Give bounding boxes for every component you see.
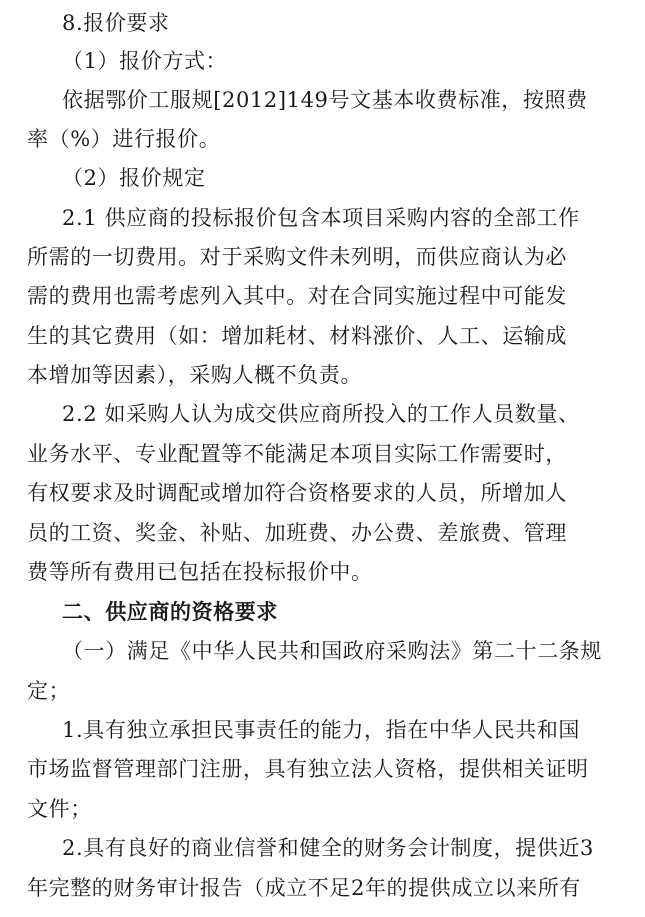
paragraph-line: 2.1 供应商的投标报价包含本项目采购内容的全部工作 bbox=[62, 206, 580, 230]
paragraph-line: 生的其它费用（如：增加耗材、材料涨价、人工、运输成 bbox=[27, 324, 567, 348]
paragraph-line: 需的费用也需考虑列入其中。对在合同实施过程中可能发 bbox=[27, 284, 567, 308]
subheading-quote-rules: （2）报价规定 bbox=[62, 166, 206, 190]
paragraph-line: 2.2 如采购人认为成交供应商所投入的工作人员数量、 bbox=[62, 402, 580, 426]
section-heading-supplier-qualifications: 二、供应商的资格要求 bbox=[62, 599, 278, 624]
paragraph-line: 年完整的财务审计报告（成立不足2年的提供成立以来所有 bbox=[27, 876, 581, 900]
paragraph-line: 定； bbox=[27, 679, 71, 703]
paragraph-line: 市场监督管理部门注册，具有独立法人资格，提供相关证明 bbox=[27, 757, 589, 781]
paragraph-line: 依据鄂价工服规[2012]149号文基本收费标准，按照费 bbox=[62, 88, 588, 112]
paragraph-line: 本增加等因素），采购人概不负责。 bbox=[27, 363, 363, 387]
paragraph-line: 1.具有独立承担民事责任的能力，指在中华人民共和国 bbox=[62, 718, 581, 742]
paragraph-line: 业务水平、专业配置等不能满足本项目实际工作需要时， bbox=[27, 442, 567, 466]
subheading-quote-method: （1）报价方式： bbox=[62, 49, 228, 73]
paragraph-line: （一）满足《中华人民共和国政府采购法》第二十二条规 bbox=[62, 639, 602, 663]
paragraph-line: 费等所有费用已包括在投标报价中。 bbox=[27, 560, 373, 584]
paragraph-line: 有权要求及时调配或增加符合资格要求的人员，所增加人 bbox=[27, 481, 567, 505]
paragraph-line: 率（%）进行报价。 bbox=[27, 127, 221, 151]
paragraph-line: 2.具有良好的商业信誉和健全的财务会计制度，提供近3 bbox=[62, 836, 594, 860]
paragraph-line: 员的工资、奖金、补贴、加班费、办公费、差旅费、管理 bbox=[27, 521, 567, 545]
paragraph-line: 所需的一切费用。对于采购文件未列明，而供应商认为必 bbox=[27, 245, 567, 269]
paragraph-line: 文件； bbox=[27, 797, 92, 821]
section-heading-quote-requirements: 8.报价要求 bbox=[62, 11, 170, 35]
